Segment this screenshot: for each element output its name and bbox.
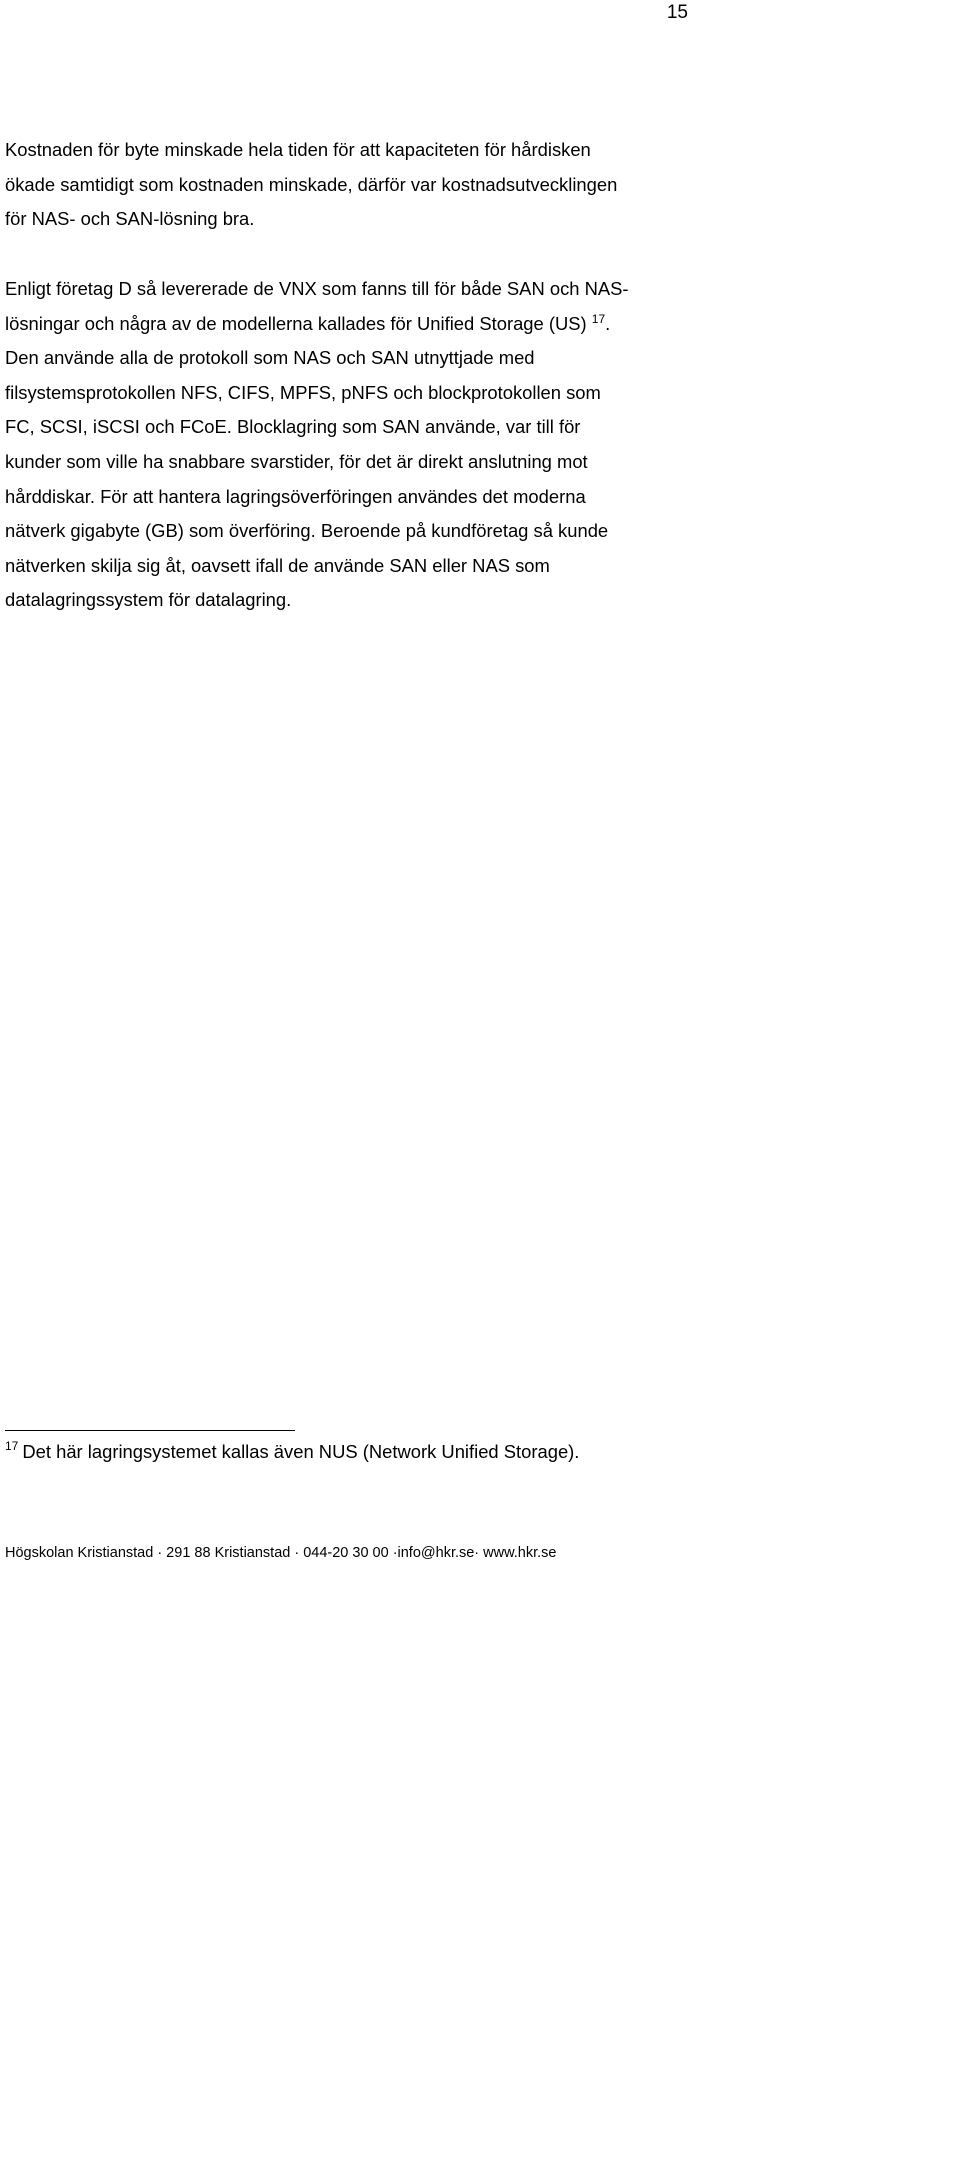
footnote-text: Det här lagringsystemet kallas även NUS (Network Unified Storage). [22, 1441, 580, 1462]
footnote-separator [5, 1430, 295, 1431]
sentence-period: . [605, 312, 611, 334]
paragraph-line: för NAS- och SAN-lösning bra. [5, 208, 255, 230]
page-number: 15 [666, 2, 688, 23]
paragraph-line: Enligt företag D så levererade de VNX som fanns till för både SAN och NAS- [5, 278, 629, 299]
page-footer: Högskolan Kristianstad · 291 88 Kristianstad · 044-20 30 00 ·info@hkr.se· www.hkr.se [5, 1545, 557, 1561]
paragraph-line: hårddiskar. För att hantera lagringsöverföringen användes det moderna [5, 485, 586, 507]
paragraph-line: kunder som ville ha snabbare svarstider, för det är direkt anslutning mot [5, 450, 588, 472]
paragraph-line: nätverken skilja sig åt, oavsett ifall de använde SAN eller NAS som [5, 554, 550, 576]
footnote [5, 1438, 689, 1468]
paragraph-line: Kostnaden för byte minskade hela tiden för att kapaciteten för hårdisken [5, 139, 591, 160]
paragraph-line: nätverk gigabyte (GB) som överföring. Beroende på kundföretag så kunde [5, 520, 609, 542]
paragraph-line: Den använde alla de protokoll som NAS och SAN utnyttjade med [5, 347, 535, 369]
paragraph-line: FC, SCSI, iSCSI och FCoE. Blocklagring som SAN använde, var till för [5, 416, 581, 438]
paragraph-line-text: lösningar och några av de modellerna kallades för Unified Storage (US) [5, 312, 587, 334]
paragraph-line: ökade samtidigt som kostnaden minskade, därför var kostnadsutvecklingen [5, 173, 618, 195]
footnote-reference[interactable]: 17 [591, 311, 606, 326]
paragraph-line [5, 307, 689, 342]
paragraph-line: datalagringssystem för datalagring. [5, 589, 292, 611]
paragraph-vnx [5, 272, 689, 618]
paragraph-cost [5, 133, 689, 237]
footnote-marker: 17 [5, 1439, 19, 1453]
paragraph-line: filsystemsprotokollen NFS, CIFS, MPFS, pNFS och blockprotokollen som [5, 381, 601, 403]
